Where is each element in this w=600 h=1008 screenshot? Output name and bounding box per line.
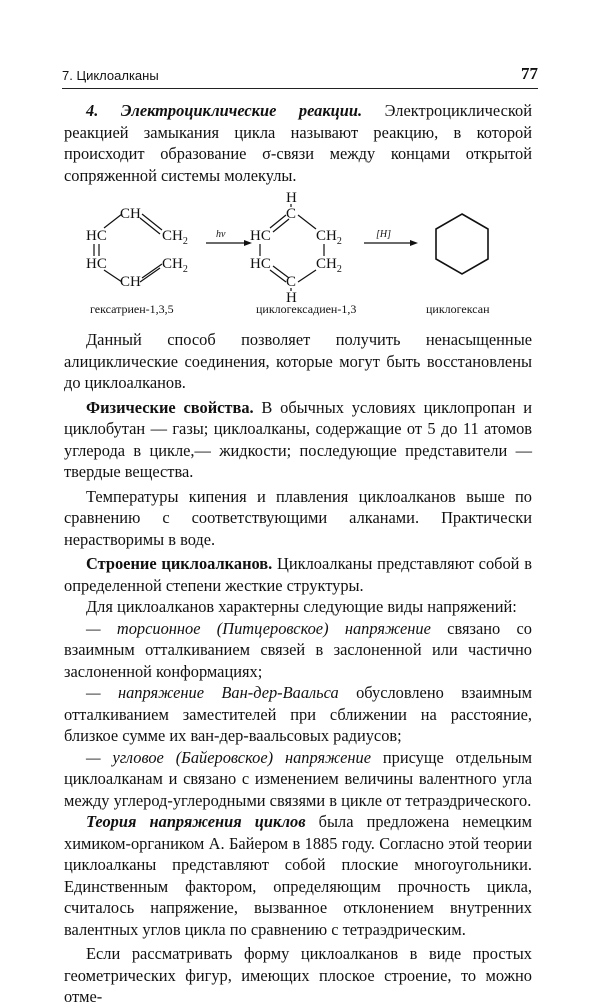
strain-term-torsional: — торсионное (Питцеровское) напряжение — [86, 618, 431, 638]
caption-cyclohexadiene: циклогексадиен-1,3 — [256, 302, 357, 316]
strain-term-vdw: — напряжение Ван-дер-Ваальса — [86, 683, 339, 702]
strain-term-angular: — угловое (Байеровское) напряжение — [86, 747, 371, 767]
physical-properties-paragraph — [64, 397, 532, 483]
main-text — [64, 329, 532, 1008]
arrow-h-label: [H] — [376, 229, 392, 240]
caption-hexatriene: гексатриен-1,3,5 — [90, 302, 174, 316]
last-paragraph: Если рассматривать форму циклоалканов в виде простых геометрических фигур, имеющих плоское строение, то можно отме- — [64, 944, 532, 1006]
electrocyclic-heading: 4. Электроциклические реакции. — [86, 101, 363, 120]
hexatriene-ch-top: CH — [120, 206, 141, 222]
arrow-hv-label: hν — [216, 229, 226, 240]
cyclohexadiene-ch2-right-bottom: $CH_2$ — [316, 256, 342, 275]
hexatriene-hc-left-top: HC — [86, 228, 107, 244]
strain-text-angular: присуще отдельным циклоалканам и связано с изменением величины валентного угла между углерод-углеродными связями в цикле от тетраэдрического. — [64, 747, 532, 810]
structure-paragraph — [64, 553, 532, 596]
section-electrocyclic — [64, 100, 532, 186]
cyclohexadiene-ch2-right-top: $CH_2$ — [316, 228, 342, 247]
strain-text-torsional: связано со взаимным отталкиванием связей в заслоненной или частично заслоненной конформациях; — [64, 618, 532, 681]
hexatriene-ch-bottom: CH — [120, 274, 141, 290]
cyclohexadiene-h-top: H — [286, 190, 297, 206]
hexatriene-ch2-right-top: $CH_2$ — [162, 228, 188, 247]
hexatriene-ch2-right-bottom: $CH_2$ — [162, 256, 188, 275]
caption-cyclohexane: циклогексан — [426, 302, 490, 316]
structure-text: Циклоалканы представляют собой в определенной степени жесткие структуры. — [64, 554, 532, 595]
temperatures-paragraph: Температуры кипения и плавления циклоалканов выше по сравнению с соответствующими алканами. Практически нерастворимы в воде. — [64, 486, 532, 549]
hexatriene-hc-left-bottom: HC — [86, 256, 107, 272]
strain-item-torsional — [64, 618, 532, 683]
page-number: 77 — [521, 64, 538, 83]
theory-term: Теория напряжения циклов — [86, 812, 306, 831]
arrow-h-head — [410, 240, 418, 246]
method-paragraph: Данный способ позволяет получить ненасыщенные алициклические соединения, которые могут быть восстановлены до циклоалканов. — [64, 330, 532, 392]
running-header — [62, 62, 538, 89]
theory-text: была предложена немецким химиком-органиком А. Байером в 1885 году. Согласно этой теории циклоалканы представляют собой плоские многоугольники. Единственным фактором, определяющим прочность цикла, считалось напряжение, вызванное отклонением внутренних валентных углов цикла по сравнению с тетраэдрическим. — [64, 812, 533, 939]
reaction-scheme — [64, 188, 544, 323]
cyclohexadiene-hc-left-bottom: HC — [250, 256, 271, 272]
physical-properties-text: В обычных условиях циклопропан и циклобутан — газы; циклоалканы, содержащие от 5 до 11 атомов углерода в цикле,— жидкости; последующие представители — твердые вещества. — [64, 397, 532, 481]
strain-item-angular — [64, 747, 532, 812]
cyclohexadiene-h-bottom: H — [286, 290, 297, 306]
electrocyclic-text: Электроциклической реакцией замыкания цикла называют реакцию, в которой происходит образование σ-связи между концами открытой сопряженной системы молекулы. — [64, 101, 532, 185]
structure-heading: Строение циклоалканов. — [86, 554, 273, 573]
cyclohexane-hexagon — [436, 214, 488, 274]
theory-paragraph — [64, 811, 532, 940]
strain-item-vdw — [64, 682, 532, 747]
chapter-title: 7. Циклоалканы — [62, 68, 159, 83]
strain-intro: Для циклоалканов характерны следующие виды напряжений: — [86, 597, 517, 616]
electrocyclic-paragraph — [64, 100, 532, 186]
strain-text-vdw: обусловлено взаимным отталкиванием заместителей при сближении на расстояние, близкое сумме их ван-дер-ваальсовых радиусов; — [64, 683, 532, 745]
physical-properties-heading: Физические свойства. — [86, 397, 254, 417]
cyclohexadiene-hc-left-top: HC — [250, 228, 271, 244]
cyclohexadiene-c-bottom: C — [286, 274, 297, 290]
cyclohexadiene-c-top: C — [286, 206, 297, 222]
